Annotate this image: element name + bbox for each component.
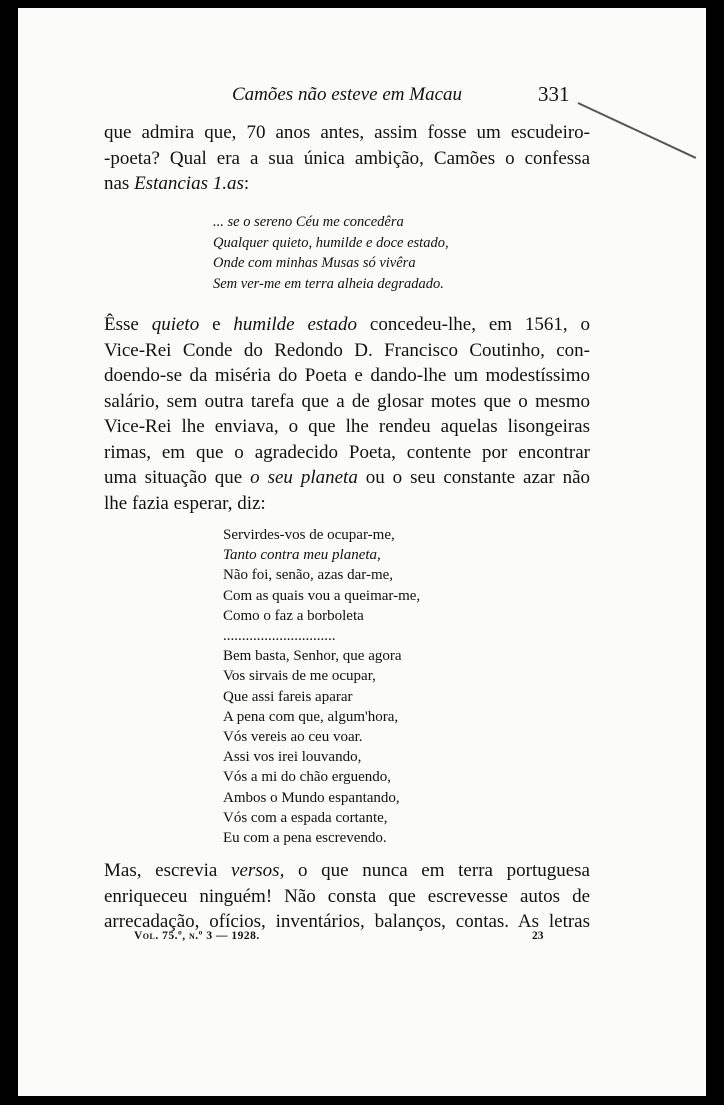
signature-mark: 23 xyxy=(532,930,544,942)
text-line: que admira que, 70 anos antes, assim fosse um escudeiro- xyxy=(104,122,590,143)
verse-line: A pena com que, algum'hora, xyxy=(223,708,399,725)
text-line xyxy=(104,858,590,884)
verse-line: Vós com a espada cortante, xyxy=(223,809,388,826)
verse-line: Servirdes-vos de ocupar-me, xyxy=(223,527,395,543)
scan-edge-line xyxy=(578,102,697,159)
verse-quote-1 xyxy=(213,212,449,294)
text-fragment: Mas, escrevia xyxy=(104,860,232,881)
emphasis: versos, xyxy=(231,860,285,881)
text-fragment: o que nunca em terra portuguesa xyxy=(284,860,590,881)
verse-line: Assi vos irei louvando, xyxy=(223,749,362,766)
text-line: rimas, em que o agradecido Poeta, contente por encontrar xyxy=(104,441,590,463)
verse-line: ... se o sereno Céu me concedêra xyxy=(213,214,404,230)
emphasis: quieto xyxy=(151,314,200,335)
text-fragment: e xyxy=(199,314,234,335)
text-line: lhe fazia esperar, diz: xyxy=(104,492,266,514)
page-number: 331 xyxy=(538,82,570,106)
text-line xyxy=(104,465,590,491)
text-line: salário, sem outra tarefa que a de glosar motes que o mesmo xyxy=(104,390,590,412)
text-line: enriqueceu ninguém! Não consta que escrevesse autos de xyxy=(104,885,590,907)
paragraph-3 xyxy=(104,858,590,935)
text-fragment: : xyxy=(243,173,250,194)
paragraph-2 xyxy=(104,312,590,516)
verse-line: Que assi fareis aparar xyxy=(223,688,353,705)
ellipsis-dots: .............................. xyxy=(223,628,336,645)
text-fragment: nas xyxy=(104,173,135,194)
text-line: Vice-Rei Conde do Redondo D. Francisco Coutinho, con- xyxy=(104,339,590,361)
work-title: Estancias 1.as xyxy=(134,173,244,194)
verse-line: Qualquer quieto, humilde e doce estado, xyxy=(213,234,449,251)
text-fragment: uma situação que xyxy=(104,467,251,488)
text-line: arrecadação, ofícios, inventários, balanços, contas. As letras xyxy=(104,911,590,932)
verse-line: Vos sirvais de me ocupar, xyxy=(223,668,376,685)
verse-quote-2 xyxy=(223,525,420,848)
verse-line: Onde com minhas Musas só vivêra xyxy=(213,255,416,271)
verse-line: Tanto contra meu planeta, xyxy=(223,547,381,564)
verse-line: Vós vereis ao ceu voar. xyxy=(223,729,363,746)
verse-line: Com as quais vou a queimar-me, xyxy=(223,587,421,604)
text-fragment: ou o seu constante azar não xyxy=(357,467,591,488)
emphasis: humilde estado xyxy=(233,314,358,335)
paragraph-1 xyxy=(104,120,590,197)
verse-line: Não foi, senão, azas dar-me, xyxy=(223,567,394,584)
text-line xyxy=(104,312,590,338)
running-title: Camões não esteve em Macau xyxy=(231,84,463,105)
verse-line: Eu com a pena escrevendo. xyxy=(223,830,387,847)
text-line: doendo-se da miséria do Poeta e dando-lhe um modestíssimo xyxy=(104,365,590,386)
emphasis: o seu planeta xyxy=(250,467,358,488)
text-line: Vice-Rei lhe enviava, o que lhe rendeu aquelas lisongeiras xyxy=(104,416,590,437)
verse-line: Bem basta, Senhor, que agora xyxy=(223,648,402,665)
text-fragment: concedeu-lhe, em 1561, o xyxy=(357,314,591,335)
verse-line: Como o faz a borboleta xyxy=(223,607,364,624)
text-fragment: Êsse xyxy=(104,314,152,335)
book-page xyxy=(18,8,706,1096)
verse-line: Ambos o Mundo espantando, xyxy=(223,789,400,806)
verse-line: Vós a mi do chão erguendo, xyxy=(223,769,392,786)
volume-footer: Vol. 75.º, n.º 3 — 1928. xyxy=(134,930,260,942)
text-line: -poeta? Qual era a sua única ambição, Camões o confessa xyxy=(104,147,590,169)
text-line xyxy=(104,171,590,197)
verse-line: Sem ver-me em terra alheia degradado. xyxy=(213,275,444,292)
